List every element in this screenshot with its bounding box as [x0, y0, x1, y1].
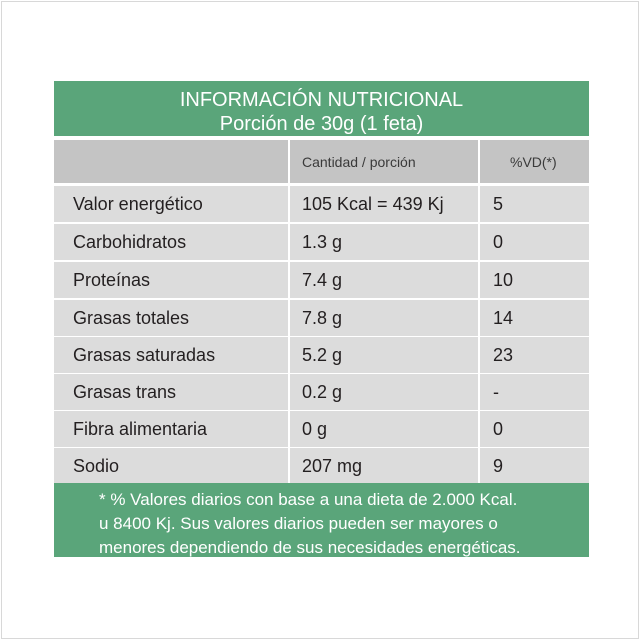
- nutrient-amount: 7.4 g: [302, 269, 343, 290]
- nutrient-dv: 0: [493, 231, 504, 252]
- table-row: [54, 374, 589, 410]
- nutrient-amount: 1.3 g: [302, 231, 343, 252]
- nutrient-amount: 0.2 g: [302, 381, 343, 402]
- nutrient-column-header: [54, 140, 288, 183]
- nutrient-amount: 105 Kcal = 439 Kj: [302, 193, 444, 214]
- table-row: [54, 337, 589, 373]
- footnote-line: u 8400 Kj. Sus valores diarios pueden ser mayores o: [99, 514, 498, 533]
- nutrient-dv: 14: [493, 307, 514, 328]
- nutrient-dv: 23: [493, 344, 514, 365]
- nutrient-amount: 0 g: [302, 418, 328, 439]
- amount-column-header: Cantidad / porción: [302, 153, 416, 170]
- nutrient-name: Carbohidratos: [73, 231, 187, 252]
- portion-size: Porción de 30g (1 feta): [219, 113, 424, 135]
- daily-value-footnote: [54, 483, 589, 557]
- column-header-row: [54, 140, 589, 183]
- nutrient-dv: 10: [493, 269, 514, 290]
- nutrition-title: INFORMACIÓN NUTRICIONAL: [179, 89, 464, 111]
- nutrient-dv: 0: [493, 418, 504, 439]
- nutrient-name: Sodio: [73, 455, 120, 476]
- nutrient-dv: -: [493, 381, 499, 402]
- nutrient-amount: 207 mg: [302, 455, 363, 476]
- nutrient-dv: 9: [493, 455, 504, 476]
- nutrient-name: Grasas trans: [73, 381, 177, 402]
- table-row: [54, 186, 589, 222]
- nutrient-name: Grasas totales: [73, 307, 190, 328]
- footnote-line: menores dependiendo de sus necesidades energéticas.: [99, 538, 521, 557]
- nutrient-name: Fibra alimentaria: [73, 418, 208, 439]
- table-row: [54, 300, 589, 336]
- table-row: [54, 411, 589, 447]
- table-row: [54, 262, 589, 298]
- nutrition-facts-panel: [54, 81, 589, 557]
- nutrient-dv: 5: [493, 193, 504, 214]
- nutrient-name: Grasas saturadas: [73, 344, 216, 365]
- table-row: [54, 448, 589, 484]
- nutrient-amount: 5.2 g: [302, 344, 343, 365]
- nutrient-name: Valor energético: [73, 193, 203, 214]
- nutrient-amount: 7.8 g: [302, 307, 343, 328]
- dv-column-header: %VD(*): [510, 153, 557, 170]
- nutrition-header: [54, 81, 589, 136]
- nutrient-name: Proteínas: [73, 269, 151, 290]
- footnote-text: [99, 488, 569, 560]
- footnote-line: * % Valores diarios con base a una dieta de 2.000 Kcal.: [99, 490, 518, 509]
- table-row: [54, 224, 589, 260]
